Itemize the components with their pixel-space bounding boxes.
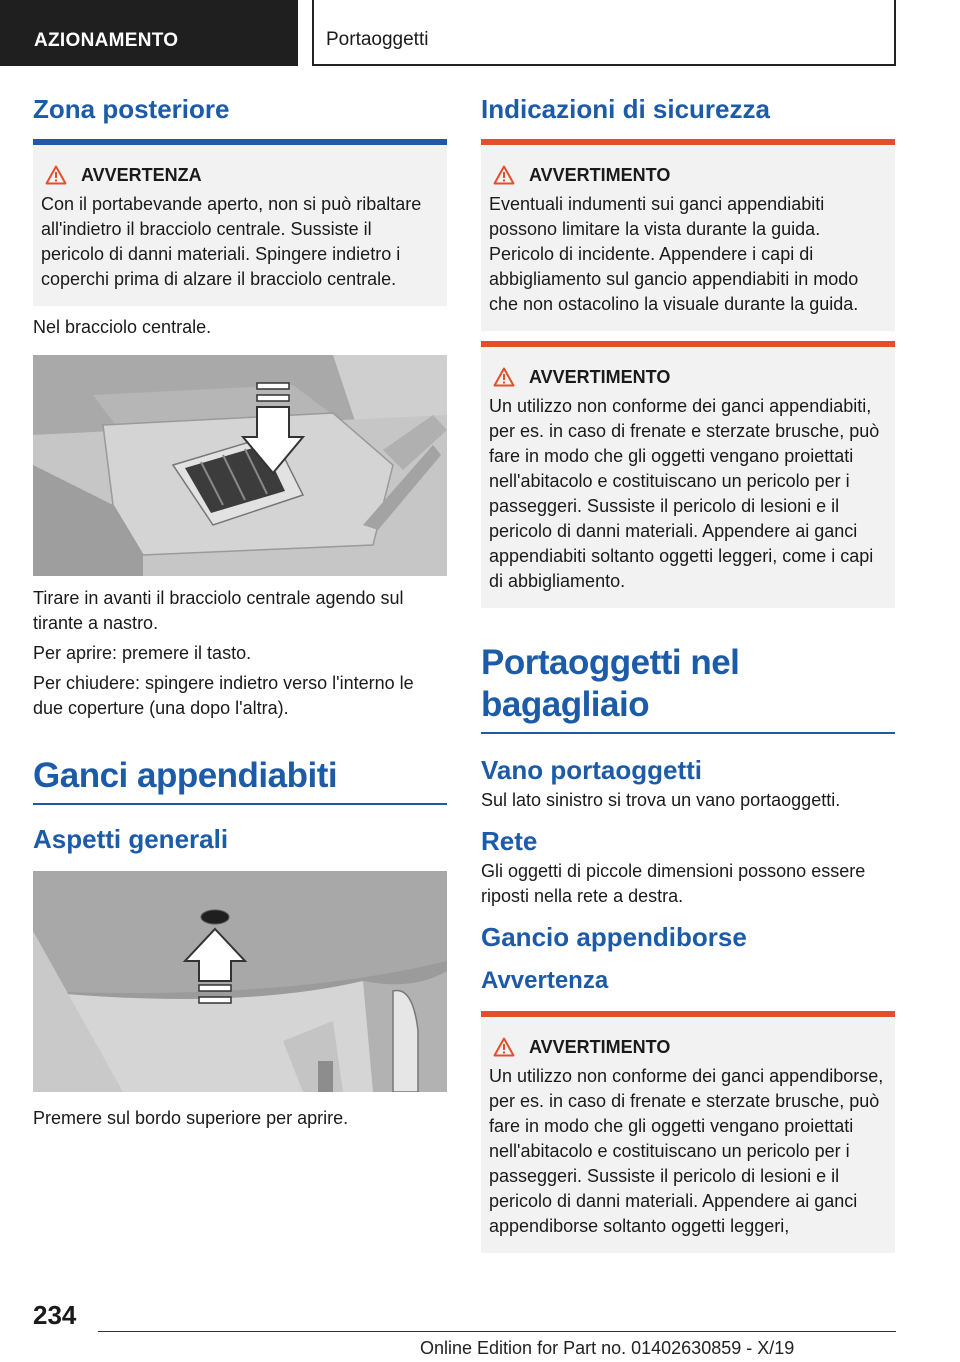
right-column [481, 95, 895, 1253]
warning-title: AVVERTENZA [81, 164, 202, 185]
heading-portaoggetti-bagagliaio: Portaoggetti nel bagagliaio [481, 642, 895, 734]
armrest-photo [33, 355, 447, 576]
warning-triangle-icon [493, 367, 515, 387]
heading-vano-portaoggetti: Vano portaoggetti [481, 754, 702, 785]
warning-box-appendiborse [481, 1011, 895, 1253]
section-tab: AZIONAMENTO [0, 0, 298, 66]
paragraph-bracciolo: Nel bracciolo centrale. [33, 316, 212, 337]
warning-box-ganci-vista [481, 139, 895, 331]
heading-gancio-appendiborse: Gancio appendiborse [481, 921, 747, 952]
warning-title: AVVERTIMENTO [529, 366, 671, 387]
page-number: 234 [33, 1300, 77, 1330]
warning-triangle-icon [493, 165, 515, 185]
warning-text: Con il portabevande aperto, non si può ribaltare all'indietro il bracciolo centrale. Sussiste il pericolo di danni materiali. Spingere indietro i coperchi prima di alzare il bracciolo centrale. [41, 193, 422, 289]
warning-triangle-icon [493, 1037, 515, 1057]
warning-box-avvertenza [33, 139, 447, 306]
warning-text: Un utilizzo non conforme dei ganci appendiabiti, per es. in caso di frenate e sterzate brusche, può fare in modo che gli oggetti vengano proiettati nell'abitacolo e costituiscano un pericolo per i passeggeri. Sussiste il pericolo di lesioni e il pericolo di danni materiali. Appendere ai ganci appendiabiti soltanto oggetti leggeri, come i capi di abbigliamento. [489, 395, 880, 591]
heading-aspetti-generali: Aspetti generali [33, 823, 229, 854]
footer-divider [98, 1331, 896, 1332]
coat-hook-photo [33, 871, 447, 1092]
heading-zona-posteriore: Zona posteriore [33, 94, 230, 124]
heading-ganci-appendiabiti: Ganci appendiabiti [33, 755, 447, 805]
subheading-avvertenza: Avvertenza [481, 966, 609, 994]
paragraph-tirare: Tirare in avanti il bracciolo centrale agendo sul tirante a nastro. [33, 587, 404, 633]
paragraph-rete: Gli oggetti di piccole dimensioni possono essere riposti nella rete a destra. [481, 860, 866, 906]
footer-edition: Online Edition for Part no. 01402630859 - X/19 [420, 1338, 795, 1358]
chapter-tab: Portaoggetti [312, 0, 896, 66]
paragraph-premere: Premere sul bordo superiore per aprire. [33, 1107, 349, 1128]
paragraph-aprire: Per aprire: premere il tasto. [33, 642, 252, 663]
paragraph-vano: Sul lato sinistro si trova un vano portaoggetti. [481, 789, 841, 810]
page-header [0, 0, 960, 66]
paragraph-chiudere: Per chiudere: spingere indietro verso l'interno le due coperture (una dopo l'altra). [33, 672, 414, 718]
warning-text: Eventuali indumenti sui ganci appendiabiti possono limitare la vista durante la guida. Pericolo di incidente. Appendere i capi di abbigliamento sul gancio appendiabiti in modo che non ostacolino la visuale durante la guida. [489, 193, 859, 314]
warning-title: AVVERTIMENTO [529, 1036, 671, 1057]
heading-indicazioni-sicurezza: Indicazioni di sicurezza [481, 94, 770, 124]
warning-title: AVVERTIMENTO [529, 164, 671, 185]
left-column [33, 95, 447, 1131]
heading-rete: Rete [481, 825, 538, 856]
warning-box-ganci-utilizzo [481, 341, 895, 608]
warning-text: Un utilizzo non conforme dei ganci appendiborse, per es. in caso di frenate e sterzate brusche, può fare in modo che gli oggetti vengano proiettati nell'abitacolo e costituiscano un pericolo per i passeggeri. Sussiste il pericolo di lesioni e il pericolo di danni materiali. Appendere ai ganci appendiborse soltanto oggetti leggeri, [489, 1065, 884, 1236]
warning-triangle-icon [45, 165, 67, 185]
